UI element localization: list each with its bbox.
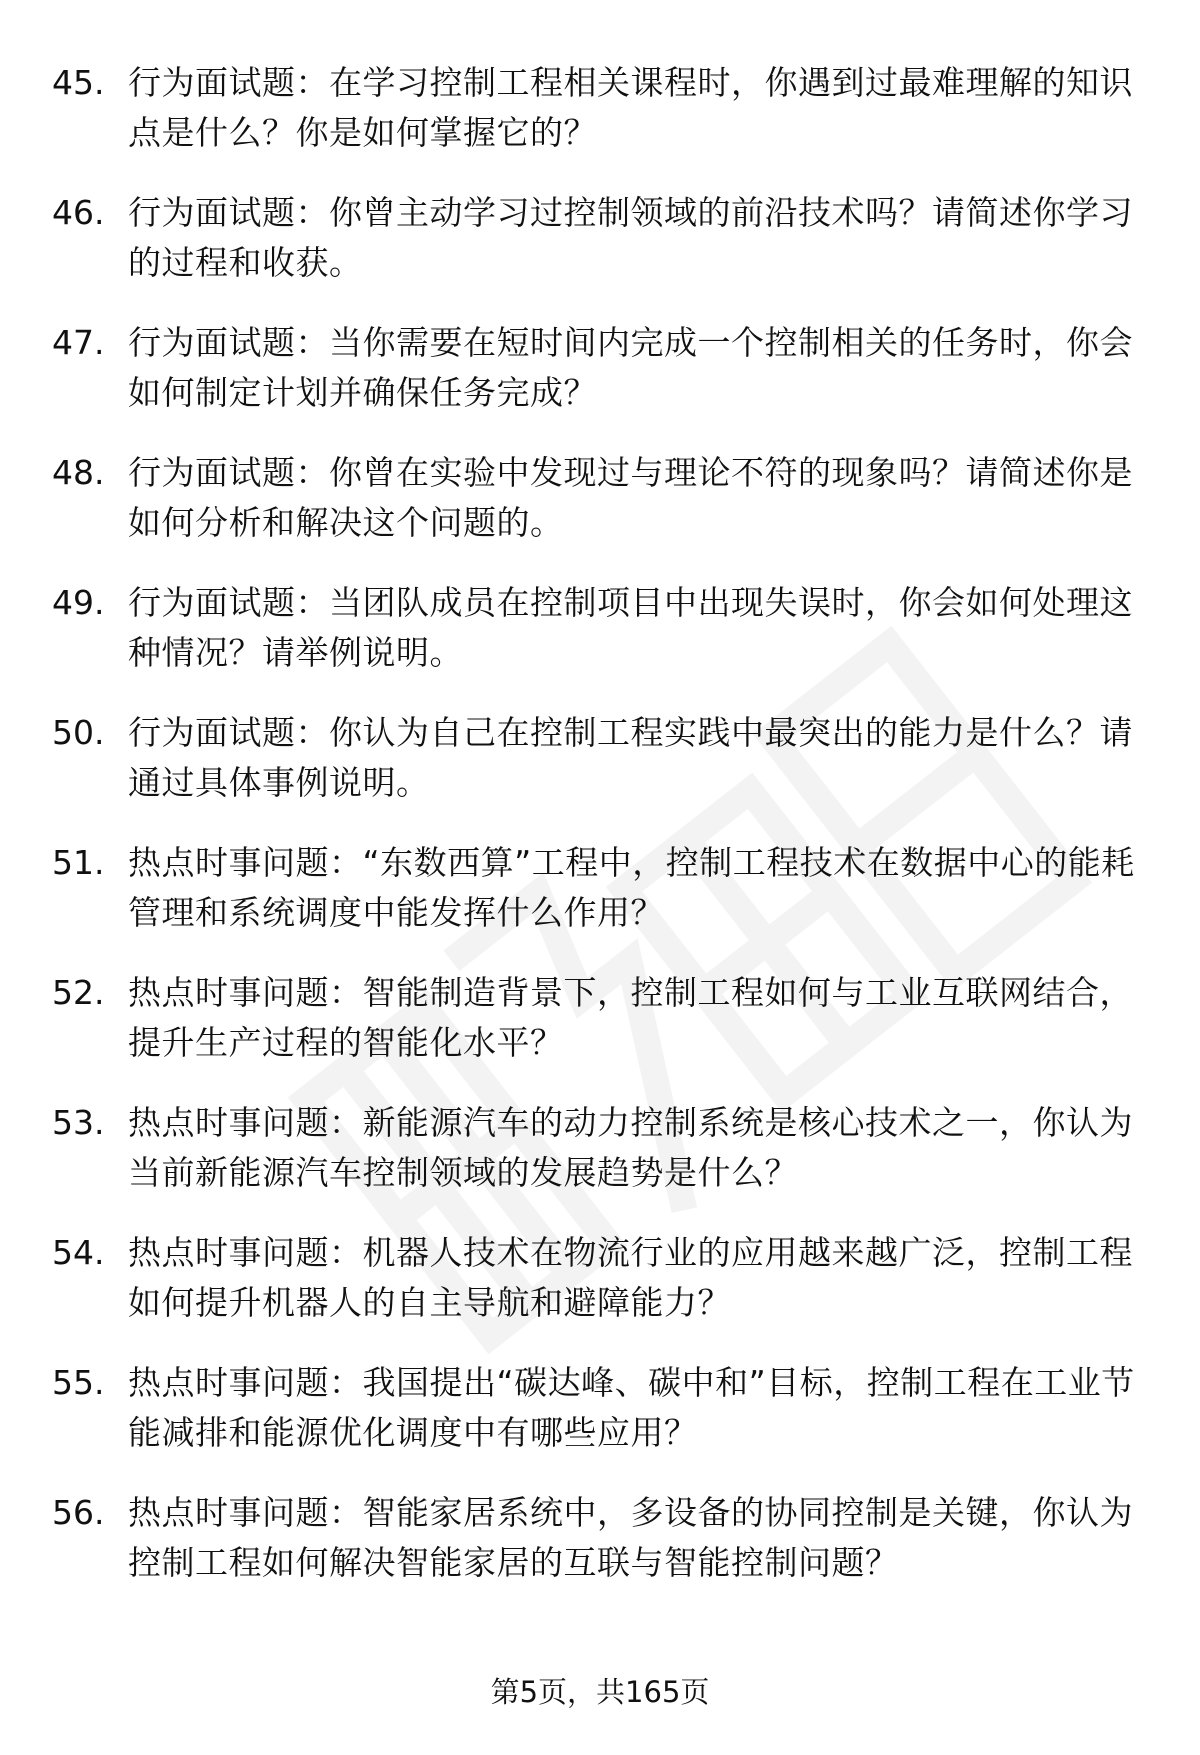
question-list xyxy=(52,58,1142,1618)
question-text: 热点时事问题：智能制造背景下，控制工程如何与工业互联网结合，提升生产过程的智能化水平？ xyxy=(128,973,1133,1062)
list-item xyxy=(52,708,1142,838)
question-number: 54. xyxy=(52,1233,105,1272)
question-number: 50. xyxy=(52,713,105,752)
list-item xyxy=(52,448,1142,578)
page-number-footer: 第5页，共165页 xyxy=(490,1675,710,1709)
question-number: 52. xyxy=(52,973,105,1012)
list-item xyxy=(52,968,1142,1098)
question-number: 56. xyxy=(52,1493,105,1532)
question-text: 热点时事问题：我国提出“碳达峰、碳中和”目标，控制工程在工业节能减排和能源优化调度中有哪些应用？ xyxy=(128,1363,1135,1452)
question-text: 行为面试题：你认为自己在控制工程实践中最突出的能力是什么？请通过具体事例说明。 xyxy=(128,713,1133,802)
question-number: 55. xyxy=(52,1363,105,1402)
list-item xyxy=(52,318,1142,448)
list-item xyxy=(52,1358,1142,1488)
question-text: 行为面试题：你曾在实验中发现过与理论不符的现象吗？请简述你是如何分析和解决这个问题的。 xyxy=(128,453,1133,542)
question-text: 行为面试题：在学习控制工程相关课程时，你遇到过最难理解的知识点是什么？你是如何掌握它的？ xyxy=(128,63,1133,152)
list-item xyxy=(52,1488,1142,1618)
list-item xyxy=(52,58,1142,188)
list-item xyxy=(52,578,1142,708)
question-number: 51. xyxy=(52,843,105,882)
list-item xyxy=(52,188,1142,318)
list-item xyxy=(52,838,1142,968)
question-text: 热点时事问题：“东数西算”工程中，控制工程技术在数据中心的能耗管理和系统调度中能发挥什么作用？ xyxy=(128,843,1135,932)
question-text: 热点时事问题：机器人技术在物流行业的应用越来越广泛，控制工程如何提升机器人的自主导航和避障能力？ xyxy=(128,1233,1133,1322)
question-text: 行为面试题：当团队成员在控制项目中出现失误时，你会如何处理这种情况？请举例说明。 xyxy=(128,583,1133,672)
question-text: 热点时事问题：新能源汽车的动力控制系统是核心技术之一，你认为当前新能源汽车控制领域的发展趋势是什么？ xyxy=(128,1103,1133,1192)
question-text: 行为面试题：当你需要在短时间内完成一个控制相关的任务时，你会如何制定计划并确保任务完成？ xyxy=(128,323,1133,412)
question-number: 49. xyxy=(52,583,105,622)
list-item xyxy=(52,1098,1142,1228)
question-number: 45. xyxy=(52,63,105,102)
list-item xyxy=(52,1228,1142,1358)
question-number: 48. xyxy=(52,453,105,492)
question-number: 47. xyxy=(52,323,105,362)
question-number: 46. xyxy=(52,193,105,232)
question-number: 53. xyxy=(52,1103,105,1142)
question-text: 行为面试题：你曾主动学习过控制领域的前沿技术吗？请简述你学习的过程和收获。 xyxy=(128,193,1133,282)
question-text: 热点时事问题：智能家居系统中，多设备的协同控制是关键，你认为控制工程如何解决智能家居的互联与智能控制问题？ xyxy=(128,1493,1133,1582)
